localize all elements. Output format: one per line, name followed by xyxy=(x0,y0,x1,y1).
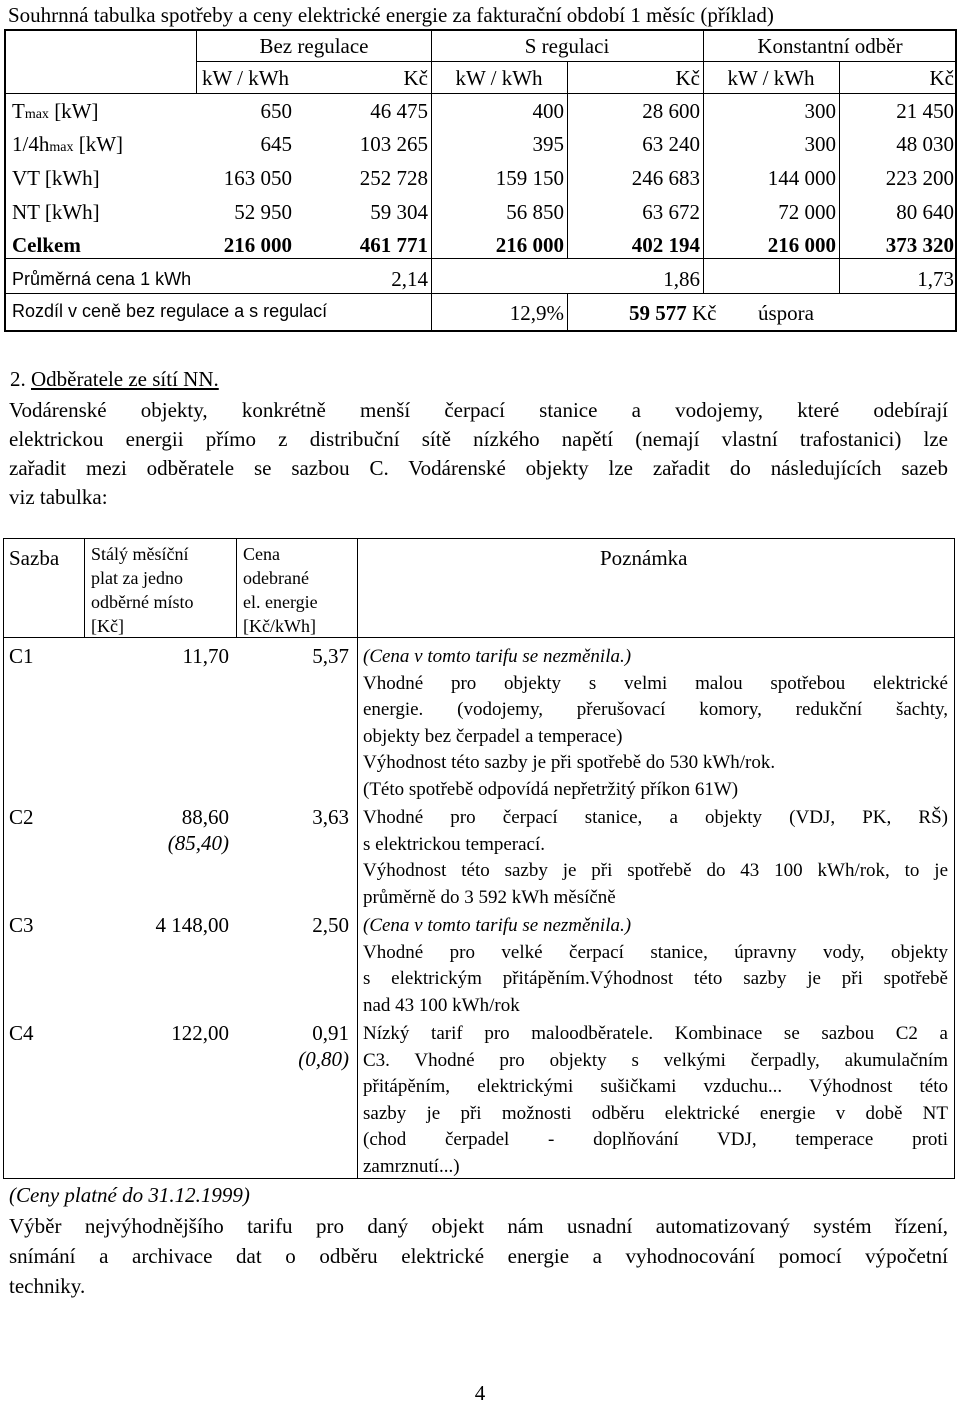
tariff-code: C3 xyxy=(9,913,34,937)
section-number: 2. xyxy=(10,367,26,391)
tariff-note xyxy=(363,913,948,1019)
header-plat xyxy=(91,542,193,638)
energy-price: 0,91 xyxy=(312,1021,349,1045)
rule xyxy=(567,293,568,332)
header-plat-line: plat za jedno xyxy=(91,568,183,588)
row-label-main: VT [kWh] xyxy=(12,166,100,190)
section-paragraph xyxy=(9,396,948,512)
total-cell: 461 771 xyxy=(359,233,428,257)
header-plat-line: [Kč] xyxy=(91,616,124,636)
header-cena-line: el. energie xyxy=(243,592,318,612)
rule xyxy=(3,539,4,1178)
unit-header: kW / kWh xyxy=(455,66,543,90)
total-cell: 216 000 xyxy=(767,233,836,257)
rule xyxy=(6,93,955,94)
page-number: 4 xyxy=(474,1381,486,1405)
note-line: s elektrickým přitápěním.Výhodnost této sazby je při spotřebě xyxy=(363,968,948,989)
table-cell: 63 240 xyxy=(642,132,700,156)
note-line: průměrně do 3 592 kWh měsíčně xyxy=(363,886,616,908)
table-cell: 252 728 xyxy=(359,166,428,190)
avg-label: Průměrná cena 1 kWh xyxy=(12,269,192,289)
diff-label: Rozdíl v ceně bez regulace a s regulací xyxy=(12,301,328,321)
table-cell: 645 xyxy=(260,132,292,156)
table-cell: 103 265 xyxy=(359,132,428,156)
summary-table xyxy=(4,29,957,332)
tariff-code: C1 xyxy=(9,644,34,668)
note-line: (Cena v tomto tarifu se nezměnila.) xyxy=(363,915,632,936)
header-cena-line: [Kč/kWh] xyxy=(243,616,316,636)
section-title: Odběratele ze sítí NN. xyxy=(31,367,219,391)
note-line: C3. Vhodné pro objekty s velkými čerpadly, akumulačním xyxy=(363,1049,948,1071)
table-cell: 400 xyxy=(532,99,564,123)
paragraph-line: zařadit mezi odběratele se sazbou C. Vodárenské objekty lze zařadit do následujících sazeb xyxy=(9,456,948,480)
rule xyxy=(567,61,568,259)
table-cell: 246 683 xyxy=(631,166,700,190)
note-line: objekty bez čerpadel a temperace) xyxy=(363,725,623,747)
table-cell: 46 475 xyxy=(370,99,428,123)
paragraph-line: snímání a archivace dat o odběru elektrické energie a vyhodnocování pomocí výpočetní xyxy=(9,1244,948,1268)
table-cell: 48 030 xyxy=(896,132,954,156)
total-cell: 373 320 xyxy=(885,233,954,257)
rule xyxy=(6,258,955,259)
page-title: Souhrnná tabulka spotřeby a ceny elektrické energie za fakturační období 1 měsíc (příklad) xyxy=(8,3,774,27)
note-line: Vhodné pro objekty s velmi malou spotřebou elektrické xyxy=(363,672,948,694)
table-cell: 56 850 xyxy=(506,200,564,224)
energy-price: 3,63 xyxy=(312,805,349,829)
unit-header: kW / kWh xyxy=(727,66,815,90)
row-label xyxy=(12,168,100,189)
rule xyxy=(84,539,85,638)
tariff-table xyxy=(3,538,955,1179)
rule xyxy=(357,539,358,1178)
rule xyxy=(236,539,237,638)
row-label-sub: max xyxy=(24,107,49,122)
energy-price-old: (0,80) xyxy=(298,1047,349,1071)
tariff-code: C2 xyxy=(9,805,34,829)
monthly-fee: 4 148,00 xyxy=(155,913,229,937)
table-cell: 21 450 xyxy=(896,99,954,123)
table-cell: 159 150 xyxy=(495,166,564,190)
note-line: (Cena v tomto tarifu se nezměnila.) xyxy=(363,646,632,667)
section-heading xyxy=(10,367,219,392)
row-label-main: 1/4h xyxy=(12,132,50,156)
note-line: s elektrickou temperací. xyxy=(363,833,546,855)
note-line: nad 43 100 kWh/rok xyxy=(363,994,520,1016)
note-line: energie. (vodojemy, přerušovací komory, redukční šachty, xyxy=(363,699,948,720)
note-line: Výhodnost této sazby je při spotřebě do 530 kWh/rok. xyxy=(363,752,776,773)
rule xyxy=(954,539,955,1178)
table-cell: 63 672 xyxy=(642,200,700,224)
note-line: sazby je při možnosti odběru elektrické energie v době NT xyxy=(363,1102,948,1124)
avg-cell: 1,86 xyxy=(663,267,700,291)
note-line: (Této spotřebě odpovídá nepřetržitý příkon 61W) xyxy=(363,778,739,800)
tariff-note xyxy=(363,644,948,803)
tariff-note xyxy=(363,805,948,911)
unit-header: Kč xyxy=(929,66,954,90)
paragraph-line: viz tabulka: xyxy=(9,485,108,509)
monthly-fee: 11,70 xyxy=(182,644,229,668)
table-cell: 163 050 xyxy=(223,166,292,190)
group-header: S regulaci xyxy=(524,34,610,58)
header-sazba: Sazba xyxy=(9,546,60,570)
monthly-fee-old: (85,40) xyxy=(167,831,229,855)
row-label xyxy=(12,101,99,122)
unit-header: kW / kWh xyxy=(201,66,290,90)
table-cell: 300 xyxy=(804,99,836,123)
total-label: Celkem xyxy=(12,233,81,257)
paragraph-line: Vodárenské objekty, konkrétně menší čerpací stanice a vodojemy, které odebírají xyxy=(9,398,948,422)
energy-price: 2,50 xyxy=(312,913,349,937)
header-plat-line: odběrné místo xyxy=(91,592,194,612)
note-line: přitápěním, elektrickými sušičkami vzduchu... Výhodnost této xyxy=(363,1076,948,1097)
tariff-note xyxy=(363,1021,948,1180)
row-label-main: T xyxy=(12,99,25,123)
row-label xyxy=(12,202,100,223)
header-plat-line: Stálý měsíční xyxy=(91,544,189,564)
table-cell: 80 640 xyxy=(896,200,954,224)
row-label-rest: [kW] xyxy=(73,132,124,156)
note-line: Výhodnost této sazby je při spotřebě do 43 100 kWh/rok, to je xyxy=(363,860,948,881)
table-cell: 223 200 xyxy=(885,166,954,190)
saving-unit: Kč xyxy=(686,301,717,325)
tariff-code: C4 xyxy=(9,1021,34,1045)
table-cell: 144 000 xyxy=(767,166,836,190)
note-line: Vhodné pro čerpací stanice, a objekty (VDJ, PK, RŠ) xyxy=(363,807,948,828)
header-cena-line: odebrané xyxy=(243,568,309,588)
table-cell: 72 000 xyxy=(778,200,836,224)
paragraph-line: techniky. xyxy=(9,1274,86,1298)
table-cell: 300 xyxy=(804,132,836,156)
closing-paragraph xyxy=(9,1211,948,1301)
row-label-main: NT [kWh] xyxy=(12,200,100,224)
total-cell: 216 000 xyxy=(223,233,292,257)
row-label-sub: max xyxy=(49,140,74,155)
note-line: Nízký tarif pro maloodběratele. Kombinace se sazbou C2 a xyxy=(363,1023,948,1044)
table-cell: 395 xyxy=(532,132,564,156)
note-line: zamrznutí...) xyxy=(363,1155,460,1177)
table-cell: 59 304 xyxy=(370,200,428,224)
validity-note: (Ceny platné do 31.12.1999) xyxy=(9,1183,250,1207)
avg-cell: 2,14 xyxy=(391,267,428,291)
header-cena-line: Cena xyxy=(243,544,280,564)
total-cell: 216 000 xyxy=(495,233,564,257)
note-line: Vhodné pro velké čerpací stanice, úpravny vody, objekty xyxy=(363,941,948,963)
saving-amount xyxy=(629,303,717,324)
header-note: Poznámka xyxy=(600,546,688,570)
monthly-fee: 122,00 xyxy=(171,1021,229,1045)
note-line: (chod čerpadel - doplňování VDJ, temperace proti xyxy=(363,1129,948,1150)
unit-header: Kč xyxy=(675,66,700,90)
diff-percent: 12,9% xyxy=(509,301,564,325)
saving-value: 59 577 xyxy=(629,301,687,325)
row-label-rest: [kW] xyxy=(48,99,99,123)
rule xyxy=(839,61,840,293)
table-cell: 650 xyxy=(260,99,292,123)
total-cell: 402 194 xyxy=(631,233,700,257)
rule xyxy=(197,61,955,62)
paragraph-line: Výběr nejvýhodnějšího tarifu pro daný objekt nám usnadní automatizovaný systém řízení, xyxy=(9,1214,948,1238)
unit-header: Kč xyxy=(403,66,428,90)
row-label xyxy=(12,134,123,155)
rule xyxy=(6,293,955,294)
group-header: Bez regulace xyxy=(259,34,369,58)
avg-cell: 1,73 xyxy=(917,267,954,291)
energy-price: 5,37 xyxy=(312,644,349,668)
monthly-fee: 88,60 xyxy=(181,805,229,829)
group-header: Konstantní odběr xyxy=(757,34,903,58)
saving-word: úspora xyxy=(758,301,814,325)
paragraph-line: elektrickou energii přímo z distribuční sítě nízkého napětí (nemají vlastní trafostanici) lze xyxy=(9,427,948,451)
table-cell: 28 600 xyxy=(642,99,700,123)
table-cell: 52 950 xyxy=(234,200,292,224)
header-cena xyxy=(243,542,318,638)
